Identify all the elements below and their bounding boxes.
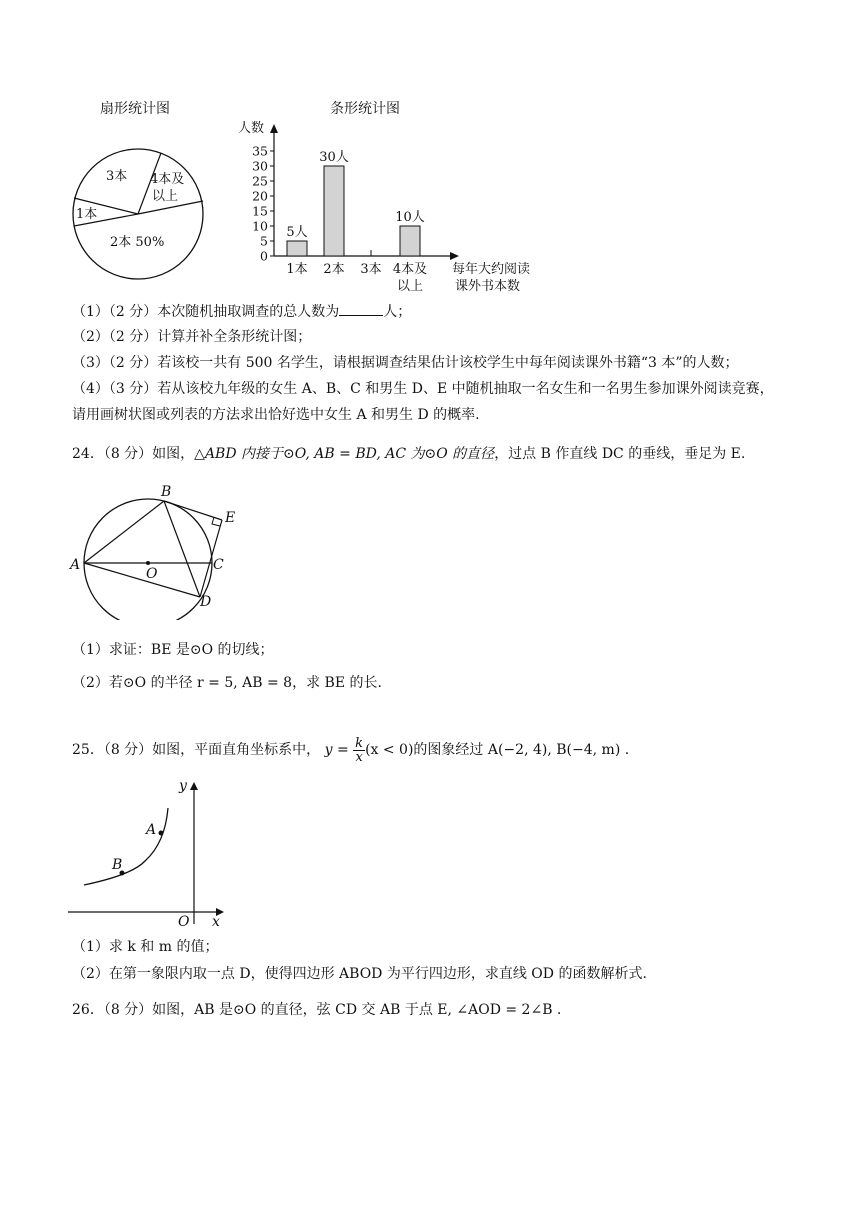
y-axis-arrow — [270, 124, 278, 133]
center-point — [146, 561, 150, 565]
hyperbola-curve — [84, 808, 168, 885]
x-category-label: 1本 — [286, 262, 308, 277]
pie-label-2: 2本 50% — [110, 235, 165, 250]
pie-label-1: 1本 — [76, 207, 98, 222]
y-tick-label: 0 — [260, 248, 268, 264]
label-d: D — [200, 594, 212, 610]
segment-bd — [164, 501, 200, 597]
q24-stem: 24．（8 分）如图，△ABD 内接于⊙O, AB = BD, AC 为⊙O 的直径，过点 B 作直线 DC 的垂线，垂足为 E. — [72, 446, 746, 462]
q24-figure — [62, 480, 252, 620]
q23-part1: （1）（2 分）本次随机抽取调查的总人数为 人； — [72, 301, 411, 322]
q26-stem: 26．（8 分）如图，AB 是⊙O 的直径，弦 CD 交 AB 于点 E, ∠AOD = 2∠B . — [72, 1002, 562, 1018]
bar-data-label: 5人 — [286, 225, 308, 240]
y-tick-label: 15 — [252, 203, 268, 219]
y-tick-label: 30 — [252, 158, 268, 174]
label-c: C — [213, 557, 224, 573]
label-o: O — [146, 566, 158, 582]
q25-figure — [62, 776, 242, 928]
fraction-k-over-x: $\frac{k}{x}$ — [355, 735, 364, 765]
q23-part2: （2）（2 分）计算并补全条形统计图； — [72, 329, 312, 345]
y-tick-label: 25 — [252, 173, 268, 189]
x-category-label: 4本及 — [392, 262, 428, 277]
y-tick-label: 5 — [260, 233, 268, 249]
label-o: O — [178, 914, 190, 928]
q24-part2: （2）若⊙O 的半径 r = 5, AB = 8，求 BE 的长. — [72, 675, 382, 691]
q23-part4-line2: 请用画树状图或列表的方法求出恰好选中女生 A 和男生 D 的概率. — [72, 407, 480, 423]
pie-label-4-line1: 4本及 — [150, 172, 185, 187]
answer-blank — [339, 301, 383, 316]
q23-part4-line1: （4）（3 分）若从该校九年级的女生 A、B、C 和男生 D、E 中随机抽取一名女生和一名男生参加课外阅读竞赛， — [72, 381, 774, 397]
point-a — [159, 831, 164, 836]
label-b: B — [112, 857, 123, 873]
bar-chart — [230, 115, 540, 295]
bar — [400, 226, 420, 256]
label-y: y — [179, 778, 187, 794]
label-e: E — [225, 510, 236, 526]
y-tick-label: 35 — [252, 143, 268, 159]
y-axis-arrow — [190, 782, 198, 790]
q25-part2: （2）在第一象限内取一点 D，使得四边形 ABOD 为平行四边形，求直线 OD 的函数解析式. — [72, 966, 647, 982]
x-category-label: 3本 — [360, 262, 382, 277]
x-axis-label-line2: 课外书本数 — [455, 279, 521, 294]
circle-o — [84, 499, 212, 620]
x-category-label-line2: 以上 — [396, 279, 424, 294]
pie-label-3: 3本 — [106, 169, 128, 184]
q24-part1: （1）求证：BE 是⊙O 的切线； — [72, 642, 274, 658]
pie-label-4-line2: 以上 — [152, 189, 179, 204]
label-a: A — [146, 822, 157, 838]
y-tick-label: 10 — [252, 218, 268, 234]
x-axis-label-line1: 每年大约阅读 — [452, 262, 531, 277]
label-x: x — [212, 914, 220, 928]
bar — [287, 241, 307, 256]
bar-chart-title: 条形统计图 — [330, 101, 400, 117]
bar-data-label: 30人 — [319, 150, 349, 165]
function-y: y = — [324, 742, 349, 758]
y-axis-label: 人数 — [238, 121, 265, 136]
pie-chart — [60, 138, 220, 288]
x-axis-arrow — [450, 252, 459, 260]
label-b: B — [161, 484, 172, 500]
bar-data-label: 10人 — [395, 210, 425, 225]
q23-part3: （3）（2 分）若该校一共有 500 名学生，请根据调查结果估计该校学生中每年阅读课外书籍“3 本”的人数； — [72, 355, 739, 371]
label-a: A — [70, 557, 81, 573]
segment-ad — [84, 563, 200, 597]
y-tick-label: 20 — [252, 188, 268, 204]
x-category-label: 2本 — [323, 262, 345, 277]
q25-stem: 25．（8 分）如图，平面直角坐标系中， y = $\frac{k}{x}$ (x < 0)的图象经过 A(−2, 4), B(−4, m) . — [72, 735, 630, 765]
segment-ab — [84, 501, 164, 563]
bar — [324, 166, 344, 256]
pie-chart-title: 扇形统计图 — [100, 101, 170, 117]
q25-part1: （1）求 k 和 m 的值； — [72, 939, 219, 955]
